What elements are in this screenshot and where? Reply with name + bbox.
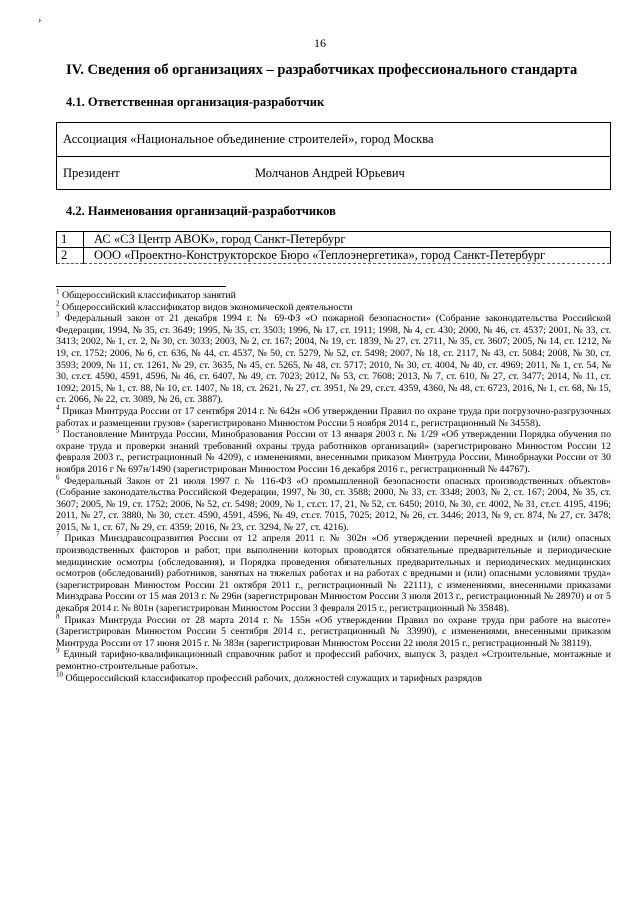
footnote-number: 4: [56, 403, 60, 412]
footnote-number: 3: [56, 310, 60, 319]
footnote: [56, 426, 612, 475]
footnote-text: Общероссийский классификатор видов экономической деятельности: [61, 301, 353, 313]
developers-table: [56, 231, 611, 264]
footnote-text: Приказ Минтруда России от 17 сентября 2014 г. № 642н «Об утверждении Правил по охране труда при погрузочно-разгрузочных работах и размещении грузов» (зарегистрировано Минюстом России 5 ноября 2014 г., регистрационный № 34558).: [56, 405, 611, 429]
footnote: [56, 649, 611, 672]
page-number: 16: [314, 36, 326, 50]
footnote-number: 5: [56, 426, 60, 435]
developer-number: 2: [57, 248, 84, 264]
footnote: [56, 612, 612, 650]
table-row: [57, 232, 611, 248]
head-person: Молчанов Андрей Юрьевич: [249, 157, 611, 190]
scan-mark: ›: [38, 15, 42, 26]
footnote-number: 9: [56, 647, 60, 656]
developers-subtitle: 4.2. Наименования организаций-разработчиков: [66, 204, 336, 218]
footnote: [56, 473, 611, 534]
table-row: [57, 157, 611, 190]
footnote: [56, 670, 611, 685]
table-row: [57, 123, 611, 157]
footnote-text: Приказ Минтруда России от 28 марта 2014 г. № 155н «Об утверждении Правил по охране труда при работе на высоте» (Зарегистрирован Минюстом России 5 сентября 2014 г., регистрационный № 33990), с изменениями, внесенными приказом Минтруда России от 17 июня 2015 г. № 383н (зарегистрирован Минюстом России 22 июля 2015 г., регистрационный № 38119).: [56, 614, 612, 649]
section-title: IV. Сведения об организациях – разработчиках профессионального стандарта: [66, 62, 578, 78]
developer-name: АС «СЗ Центр АВОК», город Санкт-Петербург: [84, 232, 611, 248]
footnote: [56, 287, 611, 302]
developer-number: 1: [57, 232, 84, 248]
footnote-text: Постановление Минтруда России, Минобразования России от 13 января 2003 г. № 1/29 «Об утверждении Порядка обучения по охране труда и проверки знаний требований охраны труда работников организаций» (зарегистрировано Минюстом России 12 февраля 2003 г., регистрационный № 4209), с изменениями, внесенными приказом Минтруда России, Минобрнауки России от 30 ноября 2016 г № 697н/1490 (зарегистрирован Минюстом России 16 декабря 2016 г., регистрационный № 44767).: [56, 429, 612, 475]
footnote-number: 1: [56, 287, 60, 296]
footnote-text: Общероссийский классификатор профессий рабочих, должностей служащих и тарифных разрядов: [65, 672, 482, 684]
footnote-text: Приказ Минздравсоцразвития России от 12 апреля 2011 г. № 302н «Об утверждении перечней вредных и (или) опасных производственных факторов и работ, при выполнении которых проводятся обязательные предварительные и периодические медицинские осмотры (обследования), и Порядка проведения обязательных предварительных и периодических медицинских осмотров (обследований) работников, занятых на тяжелых работах и на работах с вредными и (или) опасными условиями труда» (зарегистрирован Минюстом России 21 октября 2011 г., регистрационный № 22111), с изменениями, внесенными приказами Минздрава России от 15 мая 2013 г. № 296н (зарегистрирован Минюстом России 3 июля 2013 г., регистрационный № 28970) и от 5 декабря 2014 г. № 801н (зарегистрирован Минюстом России 3 февраля 2015 г., регистрационный № 35848).: [56, 533, 612, 615]
organization-name: Ассоциация «Национальное объединение строителей», город Москва: [57, 123, 611, 157]
footnote: [56, 299, 611, 314]
footnote: [56, 533, 611, 614]
footnote-number: 6: [56, 473, 60, 482]
head-position: Президент: [57, 157, 250, 190]
footnote-separator: [56, 286, 226, 287]
footnote: [56, 403, 611, 429]
footnote-number: 7: [56, 531, 60, 540]
responsible-organization-table: [56, 122, 611, 190]
footnote-text: Единый тарифно-квалификационный справочник работ и профессий рабочих, выпуск 3, раздел «Строительные, монтажные и ремонтно-строительные работы».: [56, 649, 611, 672]
footnote-number: 2: [56, 299, 60, 308]
footnote-number: 8: [56, 612, 60, 621]
footnote-text: Федеральный Закон от 21 июля 1997 г. № 116-ФЗ «О промышленной безопасности опасных производственных объектов» (Собрание законодательства Российской Федерации, 1997, № 30, ст. 3588; 2000, № 33, ст. 3348; 2003, № 2, ст. 167; 2004, № 35, ст. 3607; 2005, № 19, ст. 1752; 2006, № 52, ст. 5498; 2009, № 1, ст.ст. 17, 21, № 52, ст. 6450; 2010, № 30, ст. 4002, № 31, ст.ст. 4195, 4196; 2011, № 27, ст. 3880, № 30, ст.ст. 4590, 4591, 4596, № 49, ст.ст. 7015, 7025; 2012, № 26, ст. 3446; 2013, № 9, ст. 874, № 27, ст. 3478; 2015, № 1, ст. 67, № 29, ст. 4359; 2016, № 23, ст. 3294, № 27, ст. 4216).: [56, 475, 611, 533]
footnotes: [56, 287, 612, 684]
developer-name: ООО «Проектно-Конструкторское Бюро «Теплоэнергетика», город Санкт-Петербург: [84, 248, 611, 264]
table-row: [57, 248, 611, 264]
footnote: [56, 310, 612, 406]
footnote-number: 10: [56, 670, 63, 679]
footnote-text: Федеральный закон от 21 декабря 1994 г. № 69-ФЗ «О пожарной безопасности» (Собрание законодательства Российской Федерации, 1994, № 35, ст. 3649; 1995, № 35, ст. 3503; 1996, № 17, ст. 1911; 1998, № 4, ст. 430; 2000, № 46, ст. 4537; 2001, № 33, ст. 3413; 2002, № 1, ст. 2, № 30, ст. 3033; 2003, № 2, ст. 167; 2004, № 19, ст. 1839, № 27, ст. 2711, № 35, ст. 3607; 2005, № 14, ст. 1212, № 19, ст. 1752; 2006, № 6, ст. 636, № 44, ст. 4537, № 50, ст. 5279, № 52, ст. 5498; 2007, № 18, ст. 2117, № 43, ст. 5084; 2008, № 30, ст. 3593; 2009, № 11, ст. 1261, № 29, ст. 3635, № 45, ст. 5265, № 48, ст. 5717; 2010, № 30, ст. 4004, № 40, ст. 4969; 2011, № 1, ст. 54, № 30, ст.ст. 4590, 4591, 4596, № 46, ст. 6407, № 49, ст. 7023; 2012, № 53, ст. 7608; 2013, № 7, ст. 610, № 27, ст. 3477; 2014, № 11, ст. 1092; 2015, № 1, ст. 88, № 10, ст. 1407, № 18, ст. 2621, № 27, ст. 3951, № 29, ст.ст. 4359, 4360, № 48, ст. 6723, 2016, № 1, ст. 68, № 15, ст. 2066, № 22, ст. 3089, № 26, ст. 3887).: [56, 313, 612, 406]
footnote-text: Общероссийский классификатор занятий: [61, 290, 236, 301]
responsible-subtitle: 4.1. Ответственная организация-разработчик: [66, 95, 325, 109]
